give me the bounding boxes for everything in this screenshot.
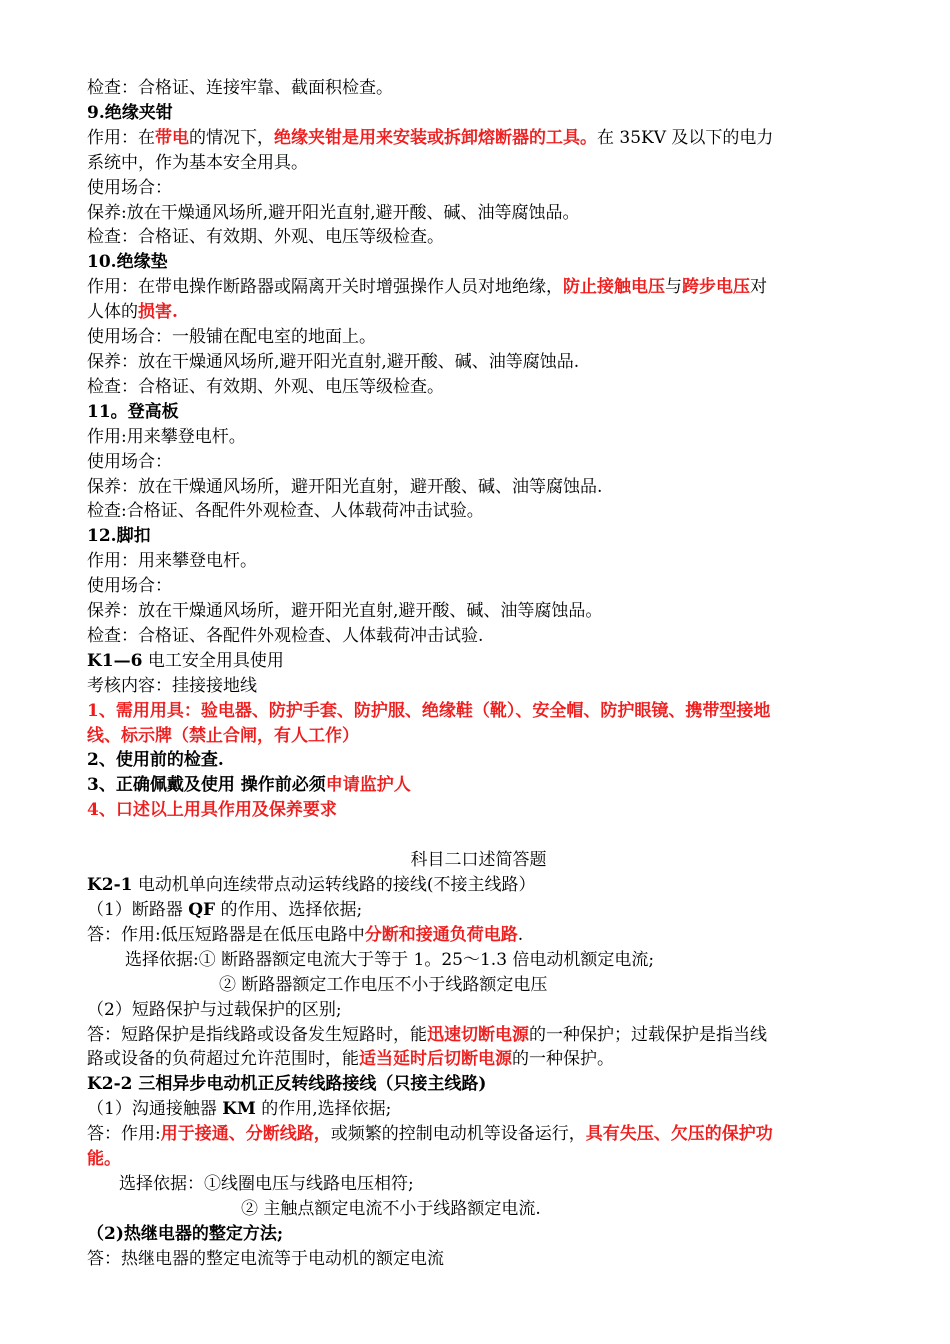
- section-heading-climbing-board: 11。登高板: [87, 401, 179, 422]
- text-span: （1）断路器: [87, 900, 189, 920]
- text-line: 保养：放在干燥通风场所，避开阳光直射，避开酸、碱、油等腐蚀品.: [87, 476, 603, 497]
- text-line: 检查：合格证、有效期、外观、电压等级检查。: [87, 227, 444, 248]
- section-heading-k1-6: [87, 649, 870, 674]
- text-line: 选择依据：①线圈电压与线路电压相符;: [119, 1173, 414, 1194]
- highlight-text: 防止接触电压: [563, 277, 665, 298]
- highlight-line: 能。: [87, 1149, 121, 1170]
- text-span: 的一种保护。: [512, 1049, 614, 1070]
- highlight-text: 分断和接通负荷电路: [364, 924, 518, 945]
- section-heading-insulating-mat: 10.绝缘垫: [87, 252, 168, 273]
- text-line: [87, 126, 870, 151]
- text-span: （1）沟通接触器: [87, 1099, 223, 1120]
- highlight-line: 4、口述以上用具作用及保养要求: [87, 800, 337, 821]
- text-span: 答：作用:: [87, 1124, 161, 1145]
- text-span: 作用：在带电操作断路器或隔离开关时增强操作人员对地绝缘，: [87, 277, 563, 298]
- text-line: [87, 275, 870, 300]
- text-span: 作用：在: [87, 127, 155, 148]
- highlight-line: 线、标示牌（禁止合闸，有人工作）: [87, 725, 359, 746]
- text-line: [87, 699, 870, 724]
- highlight-text: 具有失压、欠压的保护功: [585, 1124, 773, 1145]
- highlight-text: 需用用具：验电器、防护手套、防护服、绝缘鞋（靴）、安全帽、防护眼镜、携带型接地: [115, 700, 771, 721]
- text-line: 使用场合：: [87, 451, 172, 472]
- text-line: 选择依据:① 断路器额定电流大于等于 1。25～1.3 倍电动机额定电流;: [125, 949, 655, 970]
- blank-line: [87, 823, 870, 848]
- text-span: QF: [188, 900, 216, 920]
- answer-line: [87, 1023, 870, 1048]
- question-line: （2)热继电器的整定方法;: [87, 1223, 284, 1244]
- text-span: K2-1: [87, 875, 133, 896]
- text-line: 检查：合格证、有效期、外观、电压等级检查。: [87, 376, 444, 397]
- text-span: 三相异步电动机正反转线路接线（只接主线路): [132, 1074, 487, 1095]
- highlight-text: 迅速切断电源: [427, 1024, 529, 1045]
- text-span: 人体的: [87, 302, 138, 323]
- text-line: 作用:用来攀登电杆。: [87, 426, 246, 447]
- text-line: [87, 300, 870, 325]
- text-span: 或频繁的控制电动机等设备运行，: [330, 1124, 586, 1145]
- text-span: 在 35KV 及以下的电力: [597, 127, 774, 148]
- text-line: 2、使用前的检查.: [87, 750, 224, 771]
- text-line: 作用：用来攀登电杆。: [87, 551, 257, 572]
- answer-line: [87, 1122, 870, 1147]
- highlight-text: 绝缘夹钳是用来安装或拆卸熔断器的工具。: [274, 127, 597, 148]
- text-line: 使用场合：: [87, 576, 172, 597]
- text-span: 电动机单向连续带点动运转线路的接线(不接主线路）: [132, 875, 536, 896]
- text-line: 检查：合格证、各配件外观检查、人体载荷冲击试验.: [87, 625, 484, 646]
- question-line: [87, 898, 870, 923]
- section-heading-k2-2: [87, 1072, 870, 1097]
- text-line: [87, 773, 870, 798]
- text-line: 保养:放在干燥通风场所,避开阳光直射,避开酸、碱、油等腐蚀品。: [87, 202, 580, 223]
- text-line: 使用场合：一般铺在配电室的地面上。: [87, 327, 376, 348]
- highlight-text: 用于接通、分断线路，: [160, 1124, 331, 1145]
- text-span: 路或设备的负荷超过允许范围时，能: [87, 1049, 359, 1070]
- text-span: KM: [222, 1099, 256, 1120]
- text-span: 3、正确佩戴及使用 操作前必须: [87, 775, 326, 796]
- text-span: K1—6: [87, 650, 143, 671]
- text-line: 检查:合格证、各配件外观检查、人体载荷冲击试验。: [87, 501, 484, 522]
- text-span: 的作用、选择依据;: [215, 900, 363, 920]
- section-heading-climbing-spikes: 12.脚扣: [87, 526, 151, 547]
- text-line: 检查：合格证、连接牢靠、截面积检查。: [87, 78, 393, 98]
- subject-title: 科目二口述简答题: [410, 850, 547, 871]
- text-line: 考核内容：挂接接地线: [87, 675, 257, 696]
- text-span: 答：作用:低压短路器是在低压电路中: [87, 924, 365, 945]
- text-line: 保养：放在干燥通风场所,避开阳光直射,避开酸、碱、油等腐蚀品.: [87, 351, 580, 372]
- text-span: K2-2: [87, 1074, 133, 1095]
- answer-line: [87, 923, 870, 948]
- section-heading-k2-1: [87, 873, 870, 898]
- text-line: 使用场合：: [87, 177, 172, 198]
- question-line: [87, 1097, 870, 1122]
- highlight-text: 适当延时后切断电源: [359, 1049, 512, 1070]
- text-line: ② 断路器额定工作电压不小于线路额定电压: [219, 974, 548, 995]
- answer-line: 答：热继电器的整定电流等于电动机的额定电流: [87, 1248, 444, 1269]
- question-line: （2）短路保护与过载保护的区别;: [87, 999, 342, 1020]
- text-line: 系统中，作为基本安全用具。: [87, 152, 308, 173]
- text-span: .: [517, 924, 524, 945]
- highlight-text: 申请监护人: [325, 775, 411, 796]
- text-line: ② 主触点额定电流不小于线路额定电流.: [241, 1198, 541, 1219]
- text-span: 电工安全用具使用: [142, 650, 284, 671]
- text-span: 的一种保护；过载保护是指当线: [529, 1024, 767, 1045]
- highlight-text: 1、: [87, 700, 116, 721]
- highlight-text: 损害.: [138, 302, 178, 323]
- text-span: 答：短路保护是指线路或设备发生短路时，能: [87, 1024, 427, 1045]
- highlight-text: 带电: [155, 127, 189, 148]
- text-span: 对: [750, 277, 767, 298]
- text-span: 的情况下，: [189, 127, 274, 148]
- highlight-text: 跨步电压: [682, 277, 750, 298]
- text-span: 与: [665, 277, 682, 298]
- text-span: 的作用,选择依据;: [255, 1099, 392, 1120]
- section-heading-insulated-pliers: 9.绝缘夹钳: [87, 102, 173, 123]
- text-line: [87, 1047, 870, 1072]
- text-line: 保养：放在干燥通风场所，避开阳光直射,避开酸、碱、油等腐蚀品。: [87, 601, 603, 622]
